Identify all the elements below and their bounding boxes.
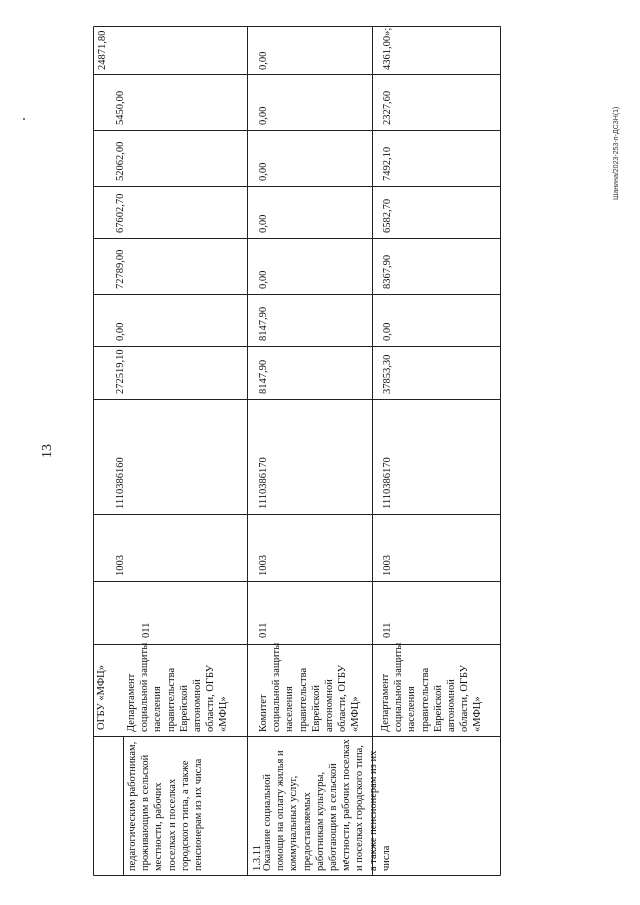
row-name-cell: Оказание социальной помощи на оплату жилья и коммунальных услуг, предоставляемых работникам культуры, работающим в сельской местности, рабочих поселках и поселках городского типа, а также пенсионерам из их числа [262, 739, 392, 871]
executor-cell: ОГБУ «МФЦ» [96, 665, 107, 730]
csr-cell: 1110386170 [258, 457, 269, 509]
csr-cell: 1110386170 [382, 457, 393, 509]
csr-cell: 1110386160 [115, 457, 126, 509]
row-number-cell: 1.3.11 [252, 845, 263, 871]
page-number: 13 [40, 444, 55, 458]
value-cell: 0,00 [258, 106, 269, 125]
value-cell: 67602,70 [115, 193, 126, 233]
rz-cell: 1003 [258, 555, 269, 576]
value-cell: 8367,90 [382, 254, 393, 289]
rz-cell: 1003 [115, 555, 126, 576]
gr-cell: 011 [382, 622, 393, 638]
value-cell: 8147,90 [258, 306, 269, 341]
value-cell: 8147,90 [258, 359, 269, 394]
value-cell: 0,00 [382, 322, 393, 341]
value-cell: 7492,10 [382, 146, 393, 181]
budget-table [93, 26, 501, 876]
value-cell: 0,00 [258, 51, 269, 70]
value-cell: 6582,70 [382, 198, 393, 233]
value-cell: 5450,00 [115, 90, 126, 125]
value-cell: 0,00 [258, 214, 269, 233]
value-cell: 0,00 [115, 322, 126, 341]
value-cell: 52062,00 [115, 141, 126, 181]
row-name-cell: педагогическим работникам, проживающим в сельской местности, рабочих поселках и поселках городского типа, а также пенсионерам из их числа [127, 741, 205, 871]
value-cell: 272519,10 [115, 349, 126, 394]
gr-cell: 011 [258, 622, 269, 638]
value-cell: 2327,60 [382, 90, 393, 125]
executor-cell: Комитет социальной защиты населения правительства Еврейской автономной области, ОГБУ «МФЦ» [258, 642, 362, 732]
value-cell: 24871,80 [97, 30, 108, 70]
value-cell: 72789,00 [115, 249, 126, 289]
scan-speck [23, 118, 25, 120]
value-cell: 0,00 [258, 270, 269, 289]
gr-cell: 011 [141, 622, 152, 638]
value-cell: 37853,30 [382, 354, 393, 394]
value-cell: 0,00 [258, 162, 269, 181]
executor-cell: Департамент социальной защиты населения правительства Еврейской автономной области, ОГБУ «МФЦ» [380, 642, 484, 732]
value-cell: 4361,00»; [382, 27, 393, 70]
document-reference: Шанина/2023-253-п-ДСЗН(1) [613, 106, 620, 200]
executor-cell: Департамент социальной защиты населения правительства Еврейской автономной области, ОГБУ «МФЦ» [126, 642, 230, 732]
rz-cell: 1003 [382, 555, 393, 576]
